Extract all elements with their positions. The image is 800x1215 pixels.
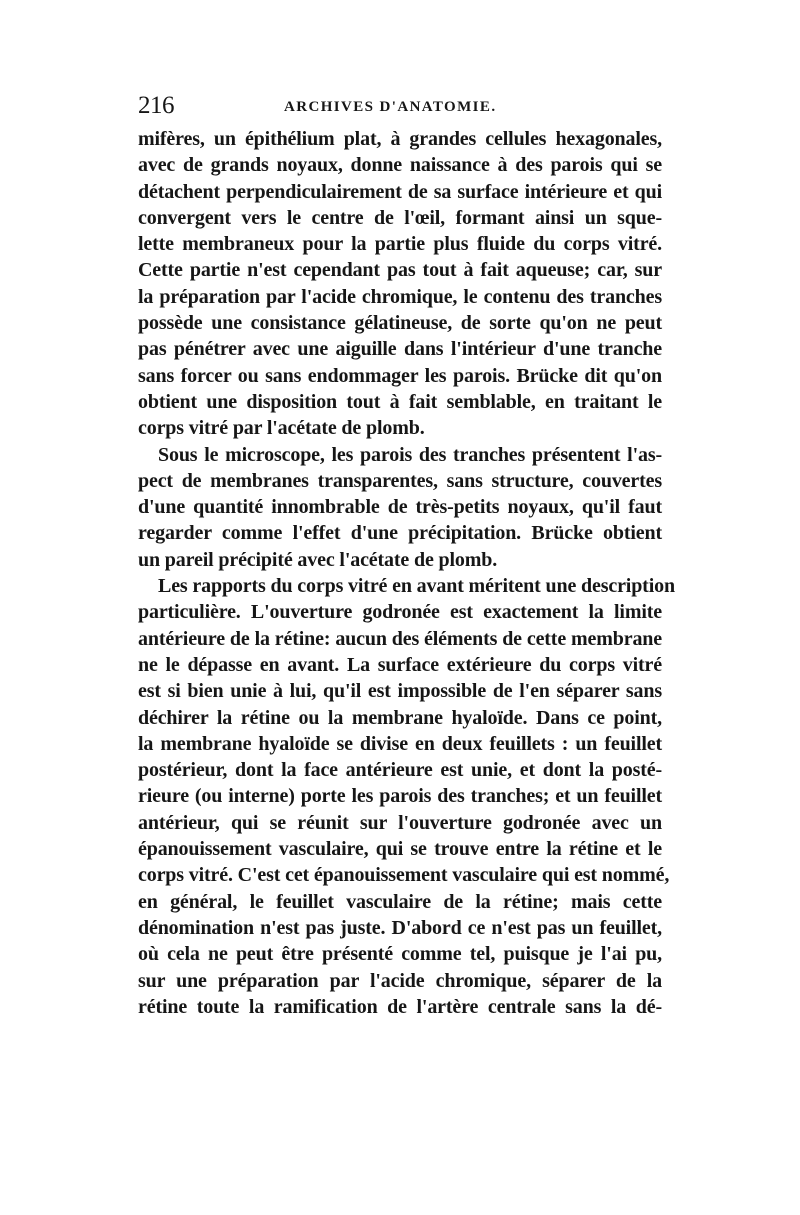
text-line: pas pénétrer avec une aiguille dans l'intérieur d'une tranche [138, 338, 662, 361]
text-line: corps vitré par l'acétate de plomb. [138, 417, 425, 440]
text-line: particulière. L'ouverture godronée est exactement la limite [138, 601, 662, 624]
text-line: avec de grands noyaux, donne naissance à des parois qui se [138, 154, 662, 177]
text-line: détachent perpendiculairement de sa surface intérieure et qui [138, 180, 662, 203]
text-line: Les rapports du corps vitré en avant méritent une description [158, 575, 675, 598]
text-line: Sous le microscope, les parois des tranches présentent l'as- [158, 443, 662, 466]
text-line: est si bien unie à lui, qu'il est impossible de l'en séparer sans [138, 680, 662, 703]
text-line: obtient une disposition tout à fait semblable, en traitant le [138, 390, 662, 413]
text-line: épanouissement vasculaire, qui se trouve entre la rétine et le [138, 838, 662, 861]
text-line: un pareil précipité avec l'acétate de plomb. [138, 548, 498, 571]
text-line: sans forcer ou sans endommager les parois. Brücke dit qu'on [138, 364, 662, 387]
text-line: possède une consistance gélatineuse, de sorte qu'on ne peut [138, 312, 662, 335]
page-number: 216 [138, 92, 174, 119]
paragraph [138, 126, 662, 442]
text-line: corps vitré. C'est cet épanouissement vasculaire qui est nommé, [138, 864, 670, 887]
paragraph [138, 573, 675, 1020]
text-line: rieure (ou interne) porte les parois des tranches; et un feuillet [138, 785, 662, 808]
text-line: la membrane hyaloïde se divise en deux feuillets : un feuillet [138, 732, 662, 755]
running-title: ARCHIVES D'ANATOMIE. [284, 99, 497, 115]
text-line: la préparation par l'acide chromique, le contenu des tranches [138, 285, 662, 308]
text-line: postérieur, dont la face antérieure est unie, et dont la posté- [138, 759, 662, 782]
text-line: en général, le feuillet vasculaire de la rétine; mais cette [138, 890, 662, 913]
text-line: convergent vers le centre de l'œil, formant ainsi un sque- [138, 206, 662, 229]
running-head [138, 92, 658, 122]
text-line: lette membraneux pour la partie plus fluide du corps vitré. [138, 233, 662, 256]
text-line: rétine toute la ramification de l'artère centrale sans la dé- [138, 995, 662, 1018]
text-line: antérieure de la rétine: aucun des éléments de cette membrane [138, 627, 662, 650]
text-line: pect de membranes transparentes, sans structure, couvertes [138, 469, 662, 492]
text-line: antérieur, qui se réunit sur l'ouverture godronée avec un [138, 811, 662, 834]
text-line: d'une quantité innombrable de très-petits noyaux, qu'il faut [138, 496, 662, 519]
paragraph [138, 442, 662, 573]
text-line: où cela ne peut être présenté comme tel, puisque je l'ai pu, [138, 943, 662, 966]
text-line: regarder comme l'effet d'une précipitation. Brücke obtient [138, 522, 662, 545]
body-text [138, 126, 675, 1020]
text-line: ne le dépasse en avant. La surface extérieure du corps vitré [138, 653, 662, 676]
text-line: mifères, un épithélium plat, à grandes cellules hexagonales, [138, 128, 662, 150]
text-line: sur une préparation par l'acide chromique, séparer de la [138, 969, 662, 992]
text-line: déchirer la rétine ou la membrane hyaloïde. Dans ce point, [138, 706, 662, 729]
text-line: dénomination n'est pas juste. D'abord ce n'est pas un feuillet, [138, 916, 662, 939]
text-line: Cette partie n'est cependant pas tout à fait aqueuse; car, sur [138, 259, 662, 282]
